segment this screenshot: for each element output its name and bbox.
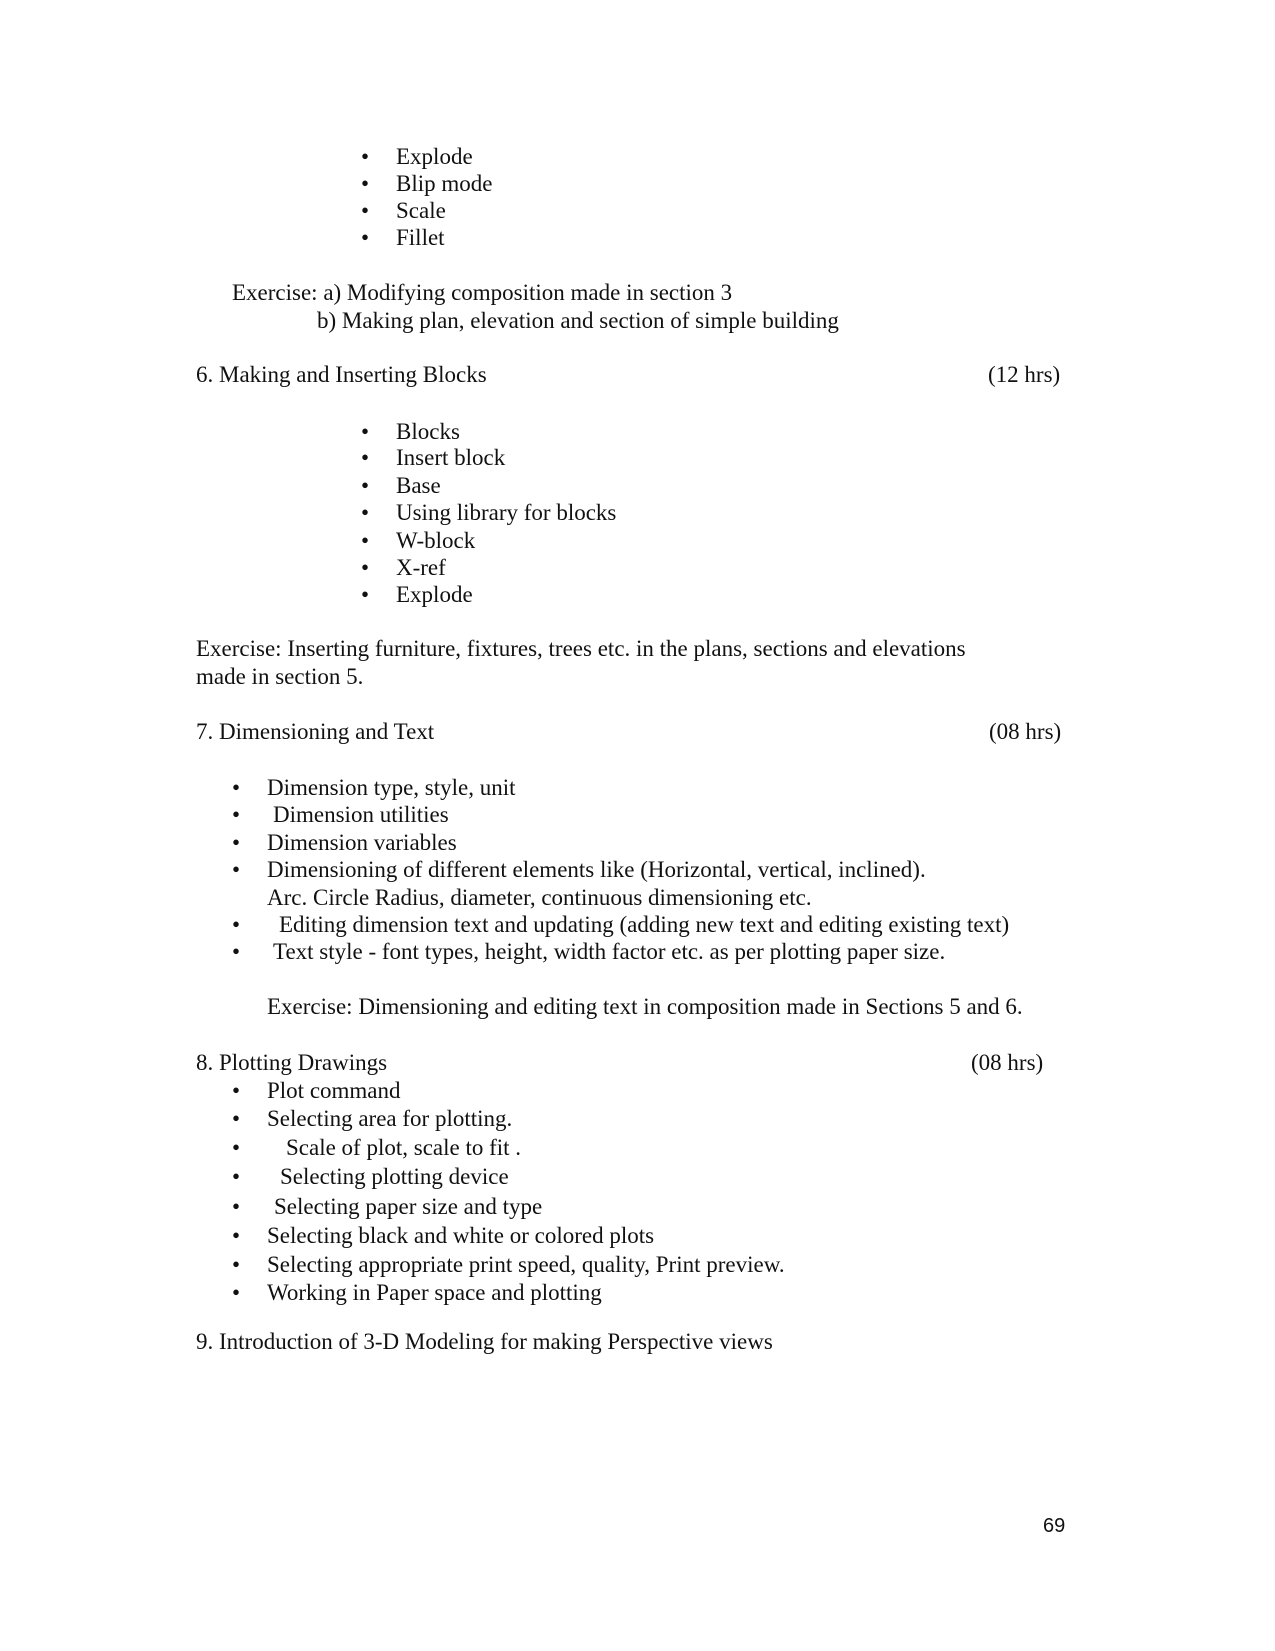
list-item: • Working in Paper space and plotting [232, 1280, 602, 1305]
list-item: • Dimension type, style, unit [232, 775, 516, 800]
section-hours: (08 hrs) [989, 719, 1062, 744]
list-item: • Dimension variables [232, 830, 457, 855]
list-item: • Explode [361, 144, 473, 169]
section-heading: 9. Introduction of 3-D Modeling for making Perspective views [196, 1329, 773, 1354]
list-item: • Scale of plot, scale to fit . [232, 1135, 522, 1160]
list-item: • Dimensioning of different elements like (Horizontal, vertical, inclined). [232, 857, 926, 882]
list-item: • Selecting black and white or colored plots [232, 1223, 655, 1248]
list-item: • Dimension utilities [232, 802, 449, 827]
list-item: • Explode [361, 582, 473, 607]
list-item: • Blocks [361, 419, 460, 444]
list-item: • Insert block [361, 445, 506, 470]
list-item: • Blip mode [361, 171, 493, 196]
section-heading: 6. Making and Inserting Blocks [196, 362, 487, 387]
list-item: • Selecting area for plotting. [232, 1106, 513, 1131]
page-number: 69 [1043, 1515, 1066, 1537]
list-item: • Selecting appropriate print speed, quality, Print preview. [232, 1252, 785, 1277]
section-hours: (12 hrs) [988, 362, 1061, 387]
list-item: • Plot command [232, 1078, 401, 1103]
list-item: • Fillet [361, 225, 445, 250]
list-item: • X-ref [361, 555, 446, 580]
list-item: • Selecting plotting device [232, 1164, 509, 1189]
list-item: • Using library for blocks [361, 500, 617, 525]
section-heading: 7. Dimensioning and Text [196, 719, 435, 744]
list-item: • Selecting paper size and type [232, 1194, 543, 1219]
exercise-text: Exercise: Inserting furniture, fixtures, trees etc. in the plans, sections and elevations [196, 636, 966, 661]
section-hours: (08 hrs) [971, 1050, 1044, 1075]
exercise-text: Exercise: Dimensioning and editing text in composition made in Sections 5 and 6. [267, 994, 1023, 1019]
exercise-text: b) Making plan, elevation and section of simple building [317, 308, 839, 333]
exercise-text: made in section 5. [196, 664, 364, 689]
list-item-continuation: Arc. Circle Radius, diameter, continuous dimensioning etc. [267, 885, 812, 910]
list-item: • Scale [361, 198, 446, 223]
list-item: • Base [361, 473, 441, 498]
list-item: • Editing dimension text and updating (adding new text and editing existing text) [232, 912, 1010, 937]
list-item: • Text style - font types, height, width factor etc. as per plotting paper size. [232, 939, 946, 964]
exercise-text: Exercise: a) Modifying composition made in section 3 [232, 280, 733, 305]
section-heading: 8. Plotting Drawings [196, 1050, 388, 1075]
list-item: • W-block [361, 528, 476, 553]
